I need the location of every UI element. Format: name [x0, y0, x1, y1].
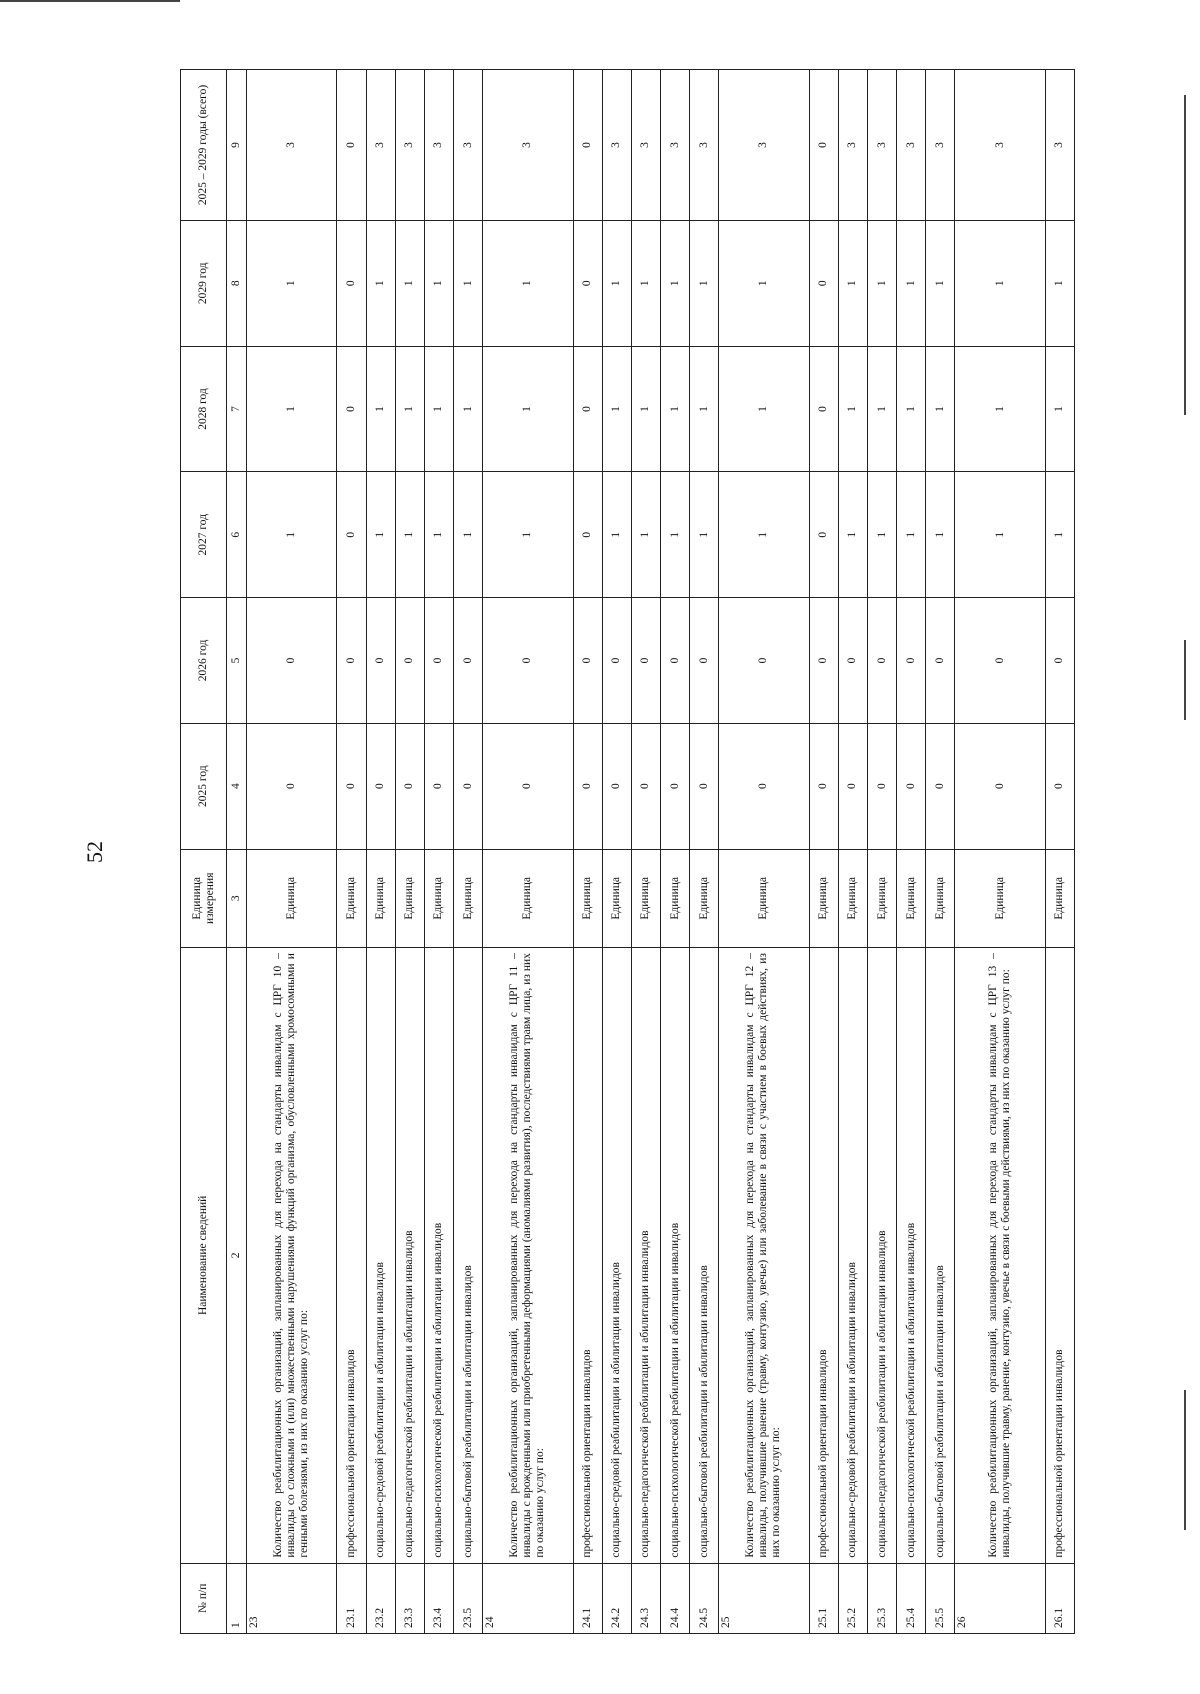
value-2025: 0 [809, 723, 838, 849]
value-total: 3 [897, 70, 926, 221]
row-number: 26 [955, 1563, 1045, 1633]
row-unit: Единица [926, 849, 955, 948]
row-unit: Единица [1045, 849, 1074, 948]
row-unit: Единица [453, 849, 482, 948]
value-total: 3 [602, 70, 631, 221]
value-2027: 1 [453, 472, 482, 598]
value-2029: 1 [838, 220, 867, 346]
value-2025: 0 [483, 723, 573, 849]
value-2028: 1 [897, 346, 926, 472]
value-2027: 1 [247, 472, 337, 598]
value-2029: 1 [1045, 220, 1074, 346]
value-2026: 0 [897, 598, 926, 724]
value-2027: 1 [867, 472, 896, 598]
row-name: социально-психологической реабилитации и абилитации инвалидов [897, 948, 926, 1564]
value-2025: 0 [395, 723, 424, 849]
row-unit: Единица [424, 849, 453, 948]
row-name: профессиональной ориентации инвалидов [809, 948, 838, 1564]
value-2027: 1 [395, 472, 424, 598]
value-2029: 0 [809, 220, 838, 346]
value-2025: 0 [337, 723, 366, 849]
row-unit: Единица [955, 849, 1045, 948]
row-number: 25 [719, 1563, 809, 1633]
value-2028: 1 [424, 346, 453, 472]
header-cell: № п/п [181, 1563, 227, 1633]
value-2025: 0 [838, 723, 867, 849]
row-number: 25.3 [867, 1563, 896, 1633]
value-2027: 0 [573, 472, 602, 598]
value-2026: 0 [660, 598, 689, 724]
value-2029: 1 [955, 220, 1045, 346]
row-unit: Единица [573, 849, 602, 948]
row-unit: Единица [247, 849, 337, 948]
row-unit: Единица [602, 849, 631, 948]
header-row [181, 70, 227, 1634]
row-number: 23 [247, 1563, 337, 1633]
value-2027: 1 [660, 472, 689, 598]
row-number: 24.3 [631, 1563, 660, 1633]
value-2029: 1 [483, 220, 573, 346]
row-name: Количество реабилитационных организаций, запланированных для перехода на стандарты инвалидам с ЦРГ 13 – инвалиды, получившие травму, ранение, контузию, увечье в связи с боевыми действиями, из них по оказанию услуг по: [955, 948, 1045, 1564]
table-row [424, 70, 453, 1634]
value-total: 3 [424, 70, 453, 221]
value-2026: 0 [690, 598, 719, 724]
value-2027: 0 [809, 472, 838, 598]
data-table [180, 69, 1075, 1634]
row-unit: Единица [690, 849, 719, 948]
column-number: 8 [227, 220, 247, 346]
value-2029: 1 [897, 220, 926, 346]
value-2028: 1 [926, 346, 955, 472]
column-number: 2 [227, 948, 247, 1564]
row-name: социально-педагогической реабилитации и абилитации инвалидов [395, 948, 424, 1564]
header-cell: 2025 год [181, 723, 227, 849]
value-2028: 1 [1045, 346, 1074, 472]
column-number: 5 [227, 598, 247, 724]
row-name: социально-средовой реабилитации и абилитации инвалидов [602, 948, 631, 1564]
value-2028: 1 [719, 346, 809, 472]
value-total: 3 [1045, 70, 1074, 221]
row-name: профессиональной ориентации инвалидов [573, 948, 602, 1564]
value-2027: 1 [631, 472, 660, 598]
row-unit: Единица [867, 849, 896, 948]
header-cell: 2025 – 2029 годы (всего) [181, 70, 227, 221]
row-unit: Единица [366, 849, 395, 948]
value-2025: 0 [573, 723, 602, 849]
table-row [395, 70, 424, 1634]
value-2028: 0 [573, 346, 602, 472]
value-2026: 0 [1045, 598, 1074, 724]
value-total: 3 [838, 70, 867, 221]
row-number: 25.2 [838, 1563, 867, 1633]
value-2026: 0 [424, 598, 453, 724]
table-row [602, 70, 631, 1634]
row-number: 23.2 [366, 1563, 395, 1633]
value-total: 0 [337, 70, 366, 221]
table-row [660, 70, 689, 1634]
value-2026: 0 [573, 598, 602, 724]
row-name: социально-психологической реабилитации и абилитации инвалидов [424, 948, 453, 1564]
row-unit: Единица [337, 849, 366, 948]
table-row [247, 70, 337, 1634]
value-2029: 1 [395, 220, 424, 346]
value-total: 3 [719, 70, 809, 221]
value-2025: 0 [719, 723, 809, 849]
row-number: 25.5 [926, 1563, 955, 1633]
value-2025: 0 [631, 723, 660, 849]
value-2026: 0 [867, 598, 896, 724]
value-2028: 1 [631, 346, 660, 472]
value-2025: 0 [602, 723, 631, 849]
value-2028: 1 [955, 346, 1045, 472]
value-2028: 1 [247, 346, 337, 472]
header-cell: 2027 год [181, 472, 227, 598]
value-2028: 1 [838, 346, 867, 472]
value-total: 3 [660, 70, 689, 221]
value-2029: 1 [926, 220, 955, 346]
column-number: 9 [227, 70, 247, 221]
row-unit: Единица [897, 849, 926, 948]
row-number: 25.4 [897, 1563, 926, 1633]
value-2026: 0 [602, 598, 631, 724]
value-2025: 0 [453, 723, 482, 849]
row-number: 24.4 [660, 1563, 689, 1633]
value-2026: 0 [247, 598, 337, 724]
table-row [867, 70, 896, 1634]
value-2029: 1 [247, 220, 337, 346]
value-total: 0 [573, 70, 602, 221]
row-unit: Единица [838, 849, 867, 948]
page-number: 52 [82, 841, 107, 863]
row-number: 24.5 [690, 1563, 719, 1633]
value-2025: 0 [366, 723, 395, 849]
value-2025: 0 [1045, 723, 1074, 849]
value-2029: 0 [337, 220, 366, 346]
value-2028: 1 [366, 346, 395, 472]
value-2027: 1 [602, 472, 631, 598]
value-2029: 0 [573, 220, 602, 346]
value-2027: 1 [719, 472, 809, 598]
value-2027: 1 [690, 472, 719, 598]
table-row [926, 70, 955, 1634]
header-cell: 2028 год [181, 346, 227, 472]
row-name: профессиональной ориентации инвалидов [1045, 948, 1074, 1564]
value-2027: 1 [424, 472, 453, 598]
row-name: Количество реабилитационных организаций, запланированных для перехода на стандарты инвалидам с ЦРГ 12 – инвалиды, получившие ранение (травму, контузию, увечье) или заболевание в связи с участием в боевых действиях, из них по оказанию услуг по: [719, 948, 809, 1564]
value-2029: 1 [602, 220, 631, 346]
value-2028: 0 [809, 346, 838, 472]
row-name: Количество реабилитационных организаций, запланированных для перехода на стандарты инвалидам с ЦРГ 11 – инвалиды с врожденными или приобретенными деформациями (аномалиями развития), последствиями травм лица, из них по оказанию услуг по: [483, 948, 573, 1564]
row-name: социально-бытовой реабилитации и абилитации инвалидов [926, 948, 955, 1564]
header-cell: Наименование сведений [181, 948, 227, 1564]
table-row [897, 70, 926, 1634]
row-number: 24.1 [573, 1563, 602, 1633]
value-2027: 0 [337, 472, 366, 598]
table-row [838, 70, 867, 1634]
table-row [366, 70, 395, 1634]
row-unit: Единица [809, 849, 838, 948]
value-total: 0 [809, 70, 838, 221]
row-unit: Единица [660, 849, 689, 948]
row-unit: Единица [395, 849, 424, 948]
value-total: 3 [395, 70, 424, 221]
value-2028: 1 [602, 346, 631, 472]
value-2026: 0 [838, 598, 867, 724]
row-number: 23.3 [395, 1563, 424, 1633]
value-2028: 1 [660, 346, 689, 472]
value-2028: 1 [690, 346, 719, 472]
value-2029: 1 [453, 220, 482, 346]
row-unit: Единица [631, 849, 660, 948]
row-number: 26.1 [1045, 1563, 1074, 1633]
value-2025: 0 [424, 723, 453, 849]
value-total: 3 [690, 70, 719, 221]
row-number: 24 [483, 1563, 573, 1633]
row-number: 23.5 [453, 1563, 482, 1633]
value-2029: 1 [660, 220, 689, 346]
header-cell: 2026 год [181, 598, 227, 724]
value-2025: 0 [955, 723, 1045, 849]
row-name: социально-педагогической реабилитации и абилитации инвалидов [867, 948, 896, 1564]
value-2027: 1 [955, 472, 1045, 598]
value-2026: 0 [926, 598, 955, 724]
value-2025: 0 [867, 723, 896, 849]
value-2026: 0 [337, 598, 366, 724]
value-2027: 1 [366, 472, 395, 598]
table-body [247, 70, 1075, 1634]
value-2029: 1 [424, 220, 453, 346]
value-2027: 1 [483, 472, 573, 598]
row-name: социально-психологической реабилитации и абилитации инвалидов [660, 948, 689, 1564]
value-2028: 1 [453, 346, 482, 472]
value-total: 3 [366, 70, 395, 221]
value-2025: 0 [660, 723, 689, 849]
row-name: социально-средовой реабилитации и абилитации инвалидов [366, 948, 395, 1564]
table-row [573, 70, 602, 1634]
row-name: социально-бытовой реабилитации и абилитации инвалидов [453, 948, 482, 1564]
value-2027: 1 [926, 472, 955, 598]
value-2026: 0 [719, 598, 809, 724]
column-number: 7 [227, 346, 247, 472]
table-row [690, 70, 719, 1634]
row-name: социально-педагогической реабилитации и абилитации инвалидов [631, 948, 660, 1564]
table-row [955, 70, 1045, 1634]
value-2029: 1 [719, 220, 809, 346]
value-2025: 0 [897, 723, 926, 849]
value-2028: 1 [395, 346, 424, 472]
table-row [1045, 70, 1074, 1634]
value-total: 3 [955, 70, 1045, 221]
table-row [453, 70, 482, 1634]
row-number: 23.1 [337, 1563, 366, 1633]
value-2028: 1 [483, 346, 573, 472]
column-number: 1 [227, 1563, 247, 1633]
value-2027: 1 [1045, 472, 1074, 598]
row-number: 25.1 [809, 1563, 838, 1633]
value-2026: 0 [955, 598, 1045, 724]
value-2026: 0 [453, 598, 482, 724]
value-2026: 0 [631, 598, 660, 724]
table-row [631, 70, 660, 1634]
value-2029: 1 [631, 220, 660, 346]
value-2028: 1 [867, 346, 896, 472]
value-total: 3 [867, 70, 896, 221]
value-total: 3 [483, 70, 573, 221]
value-2026: 0 [366, 598, 395, 724]
value-total: 3 [631, 70, 660, 221]
value-2026: 0 [395, 598, 424, 724]
value-2029: 1 [867, 220, 896, 346]
value-2026: 0 [809, 598, 838, 724]
row-name: профессиональной ориентации инвалидов [337, 948, 366, 1564]
row-name: социально-бытовой реабилитации и абилитации инвалидов [690, 948, 719, 1564]
header-cell: Единица измерения [181, 849, 227, 948]
row-number: 24.2 [602, 1563, 631, 1633]
value-2025: 0 [247, 723, 337, 849]
value-2029: 1 [690, 220, 719, 346]
table-row [809, 70, 838, 1634]
value-2028: 0 [337, 346, 366, 472]
value-2025: 0 [690, 723, 719, 849]
column-number: 6 [227, 472, 247, 598]
value-2029: 1 [366, 220, 395, 346]
column-number-row [227, 70, 247, 1634]
column-number: 4 [227, 723, 247, 849]
value-total: 3 [926, 70, 955, 221]
value-total: 3 [453, 70, 482, 221]
row-name: Количество реабилитационных организаций, запланированных для перехода на стандарты инвалидам с ЦРГ 10 – инвалиды со сложными и (или) множественными нарушениями функций организма, обусловленными хромосомными и генными болезнями, из них по оказанию услуг по: [247, 948, 337, 1564]
header-cell: 2029 год [181, 220, 227, 346]
value-2025: 0 [926, 723, 955, 849]
table-row [719, 70, 809, 1634]
row-name: социально-средовой реабилитации и абилитации инвалидов [838, 948, 867, 1564]
row-unit: Единица [719, 849, 809, 948]
column-number: 3 [227, 849, 247, 948]
value-2027: 1 [838, 472, 867, 598]
row-number: 23.4 [424, 1563, 453, 1633]
value-2026: 0 [483, 598, 573, 724]
table-row [483, 70, 573, 1634]
value-total: 3 [247, 70, 337, 221]
row-unit: Единица [483, 849, 573, 948]
value-2027: 1 [897, 472, 926, 598]
table-row [337, 70, 366, 1634]
